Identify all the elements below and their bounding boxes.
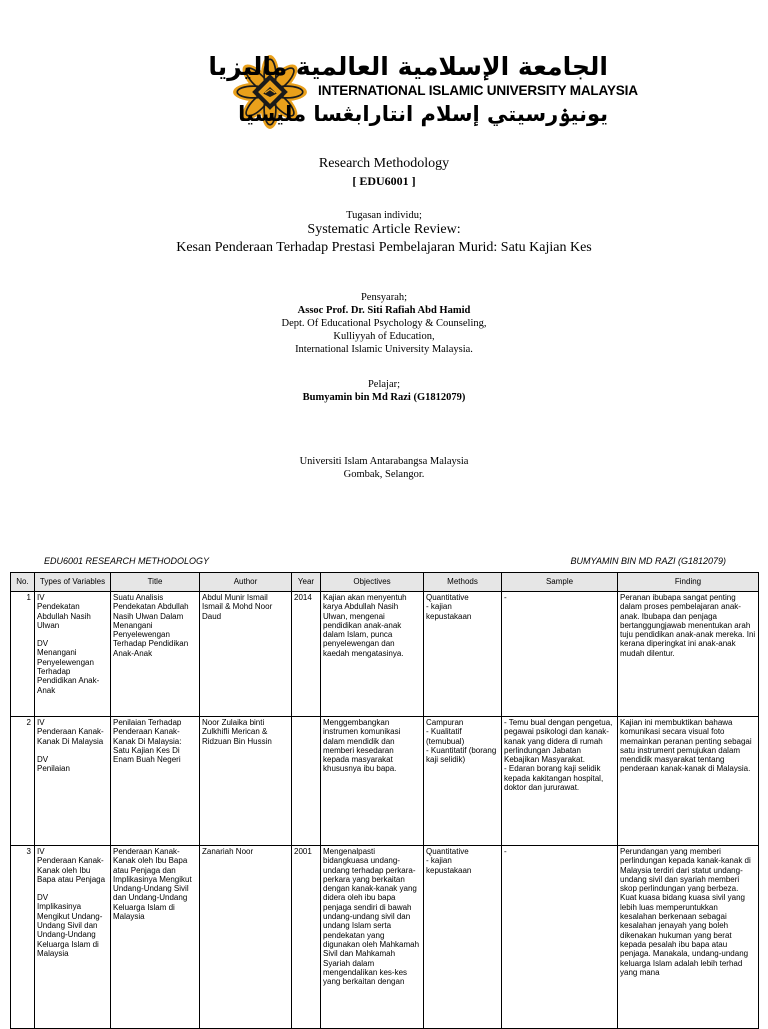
table-header-row (11, 573, 759, 592)
row-variables (35, 846, 111, 1029)
row-number: 3 (11, 846, 35, 1029)
row-methods (424, 592, 502, 717)
method-line: Quantitative (426, 847, 469, 856)
lecturer-kulliyyah: Kulliyyah of Education, (333, 331, 435, 342)
iv-value: Penderaan Kanak-Kanak Di Malaysia (37, 727, 104, 746)
university-location: Gombak, Selangor. (343, 469, 425, 480)
row-year (292, 717, 321, 846)
header-objectives: Objectives (321, 573, 424, 592)
iv-label: IV (37, 718, 45, 727)
row-number: 1 (11, 592, 35, 717)
row-number: 2 (11, 717, 35, 846)
row-author: Noor Zulaika binti Zulkhifli Merican & Ridzuan Bin Hussin (200, 717, 292, 846)
dv-value: Menangani Penyelewengan Terhadap Pendidikan Anak-Anak (37, 648, 100, 695)
sample-line: - Temu bual dengan pengetua, pegawai psikologi dan kanak-kanak yang didera di rumah perlindungan Jabatan Kebajikan Masyarakat. (504, 718, 613, 765)
row-title: Penilaian Terhadap Penderaan Kanak-Kanak Di Malaysia: Satu Kajian Kes Di Enam Buah Negeri (111, 717, 200, 846)
header-title: Title (111, 573, 200, 592)
dv-label: DV (37, 754, 49, 764)
row-variables (35, 717, 111, 846)
review-title: Systematic Article Review: (307, 222, 461, 237)
university-wordmark (208, 52, 638, 132)
dv-value: Implikasinya Mengikut Undang-Undang Sivil dan Undang-Undang Keluarga Islam di Malaysia (37, 902, 103, 958)
course-code: [ EDU6001 ] (352, 174, 416, 188)
table-row (11, 717, 759, 846)
dv-label: DV (37, 639, 49, 649)
iv-value: Pendekatan Abdullah Nasih Ulwan (37, 602, 91, 630)
row-finding: Peranan ibubapa sangat penting dalam proses pembelajaran anak-anak. Ibubapa dan penjaga bertanggungjawab menentukan arah tuju pendidikan anak-anak mereka. Ini kerana diperingkat ini anak-anak mudah dilentur. (618, 592, 759, 717)
running-header-student: BUMYAMIN BIN MD RAZI (G1812079) (570, 556, 726, 566)
row-year: 2014 (292, 592, 321, 717)
university-malay-name: Universiti Islam Antarabangsa Malaysia (299, 456, 469, 467)
sample-line: - (504, 593, 507, 602)
table-row (11, 592, 759, 717)
row-objectives: Kajian akan menyentuh karya Abdullah Nasih Ulwan, mengenai pendidikan anak-anak dalam Islam, punca penyelewengan dan kaedah mengatasinya. (321, 592, 424, 717)
university-name-arabic: الجامعة الإسلامية العالمية ماليزيا (208, 52, 608, 81)
university-name-english: INTERNATIONAL ISLAMIC UNIVERSITY MALAYSIA (318, 83, 638, 98)
row-variables (35, 592, 111, 717)
student-label: Pelajar; (367, 379, 401, 390)
iv-label: IV (37, 593, 45, 602)
running-header-course: EDU6001 RESEARCH METHODOLOGY (44, 556, 210, 566)
table-row (11, 846, 759, 1029)
header-sample: Sample (502, 573, 618, 592)
row-sample (502, 846, 618, 1029)
task-label: Tugasan individu; (346, 210, 422, 221)
row-title: Penderaan Kanak-Kanak oleh Ibu Bapa atau Penjaga dan Implikasinya Mengikut Undang-Undang Sivil dan Undang-Undang Keluarga Islam di Malaysia (111, 846, 200, 1029)
sample-line: - Edaran borang kaji selidik kepada kakitangan hospital, doktor dan jururawat. (504, 764, 604, 793)
row-methods (424, 846, 502, 1029)
iv-label: IV (37, 847, 45, 856)
row-finding: Kajian ini membuktikan bahawa komunikasi secara visual foto memainkan peranan penting sebagai satu instrument pemujukan dalam mendidik masyarakat tentang penderaan kanak-kanak di Malaysia. (618, 717, 759, 846)
article-review-table (10, 572, 759, 1029)
row-objectives: Mengenalpasti bidangkuasa undang-undang terhadap perkara-perkara yang berkaitan dengan kanak-kanak yang didera oleh ibu bapa penjaga sendiri di bawah undang-undang sivil dan undang Islam serta pendekatan yang digunakan oleh Mahkamah Sivil dan Mahkamah Syariah dalam mengendalikan kes-kes yang berkaitan dengan (321, 846, 424, 1029)
lecturer-label: Pensyarah; (360, 292, 408, 303)
header-variables: Types of Variables (35, 573, 111, 592)
row-title: Suatu Analisis Pendekatan Abdullah Nasih Ulwan Dalam Menangani Penyelewengan Terhadap Pendidikan Anak-Anak (111, 592, 200, 717)
row-sample (502, 592, 618, 717)
student-name: Bumyamin bin Md Razi (G1812079) (302, 392, 466, 403)
header-methods: Methods (424, 573, 502, 592)
university-header (0, 40, 768, 140)
header-year: Year (292, 573, 321, 592)
course-title: Research Methodology (318, 156, 450, 171)
header-finding: Finding (618, 573, 759, 592)
method-line: - kajian kepustakaan (426, 602, 472, 621)
method-line: Campuran (426, 718, 464, 727)
row-sample (502, 717, 618, 846)
method-line: - Kualitatif (temubual) (426, 727, 465, 746)
header-no: No. (11, 573, 35, 592)
review-topic: Kesan Penderaan Terhadap Prestasi Pembelajaran Murid: Satu Kajian Kes (176, 240, 592, 255)
row-year: 2001 (292, 846, 321, 1029)
dv-label: DV (37, 893, 49, 903)
lecturer-department: Dept. Of Educational Psychology & Counseling, (281, 318, 487, 329)
university-name-jawi: يونيۏرسيتي إسلام انتارابڠسا مليسيا (238, 102, 608, 126)
row-finding: Perundangan yang memberi perlindungan kepada kanak-kanak di Malaysia terdiri dari statut undang-undang sivil dan syariah memberi skop perlindungan yang berbeza. Kuat kuasa bidang kuasa sivil yang lebih luas memperuntukkan kesalahan berkenaan sebagai kesalahan jenayah yang boleh dikenakan hukuman yang berat kepada pesalah ibu bapa atau penjaga. Manakala, undang-undang keluarga Islam adalah lebih terhad yang mana (618, 846, 759, 1029)
row-objectives: Menggembangkan instrumen komunikasi dalam mendidik dan memberi kesedaran kepada masyarakat khususnya ibu bapa. (321, 717, 424, 846)
row-author: Abdul Munir Ismail Ismail & Mohd Noor Daud (200, 592, 292, 717)
method-line: - kajian kepustakaan (426, 856, 472, 875)
iv-value: Penderaan Kanak-Kanak oleh Ibu Bapa atau Penjaga (37, 856, 106, 884)
method-line: - Kuantitatif (borang kaji selidik) (426, 745, 497, 765)
method-line: Quantitative (426, 593, 469, 602)
row-methods (424, 717, 502, 846)
lecturer-university: International Islamic University Malaysia. (295, 344, 473, 355)
sample-line: - (504, 847, 507, 856)
row-author: Zanariah Noor (200, 846, 292, 1029)
header-author: Author (200, 573, 292, 592)
lecturer-name: Assoc Prof. Dr. Siti Rafiah Abd Hamid (297, 305, 471, 316)
dv-value: Penilaian (37, 764, 70, 774)
